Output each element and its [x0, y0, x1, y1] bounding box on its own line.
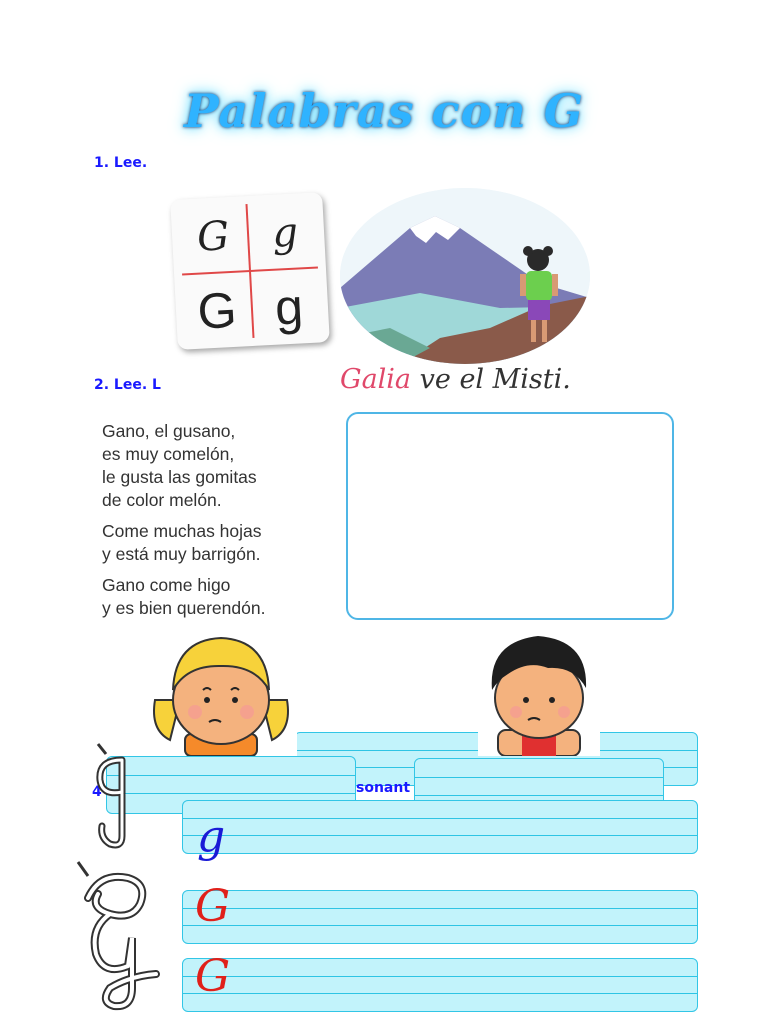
poem: [102, 420, 265, 628]
card-print-upper: G: [196, 281, 238, 340]
tracing-row[interactable]: [182, 881, 698, 944]
poem-stanza: [102, 520, 265, 566]
sentence-rest: ve el Misti.: [411, 364, 571, 395]
card-cursive-lower: g: [271, 209, 300, 257]
poem-line: Gano come higo: [102, 575, 231, 595]
tracing-row-letter: G: [195, 951, 231, 1002]
drawing-box[interactable]: [346, 412, 674, 620]
section-4-heading-number: 4: [92, 784, 102, 800]
tracing-row[interactable]: [182, 800, 698, 862]
poem-stanza: [102, 574, 265, 620]
tracing-row-letter: G: [195, 881, 231, 932]
card-print-lower: g: [273, 278, 305, 336]
uppercase-g-model: [70, 858, 170, 1018]
poem-line: y está muy barrigón.: [102, 544, 261, 564]
poem-stanza: [102, 420, 265, 512]
poem-line: Gano, el gusano,: [102, 421, 236, 441]
page-title: Palabras con G: [184, 84, 584, 138]
misti-illustration: [340, 188, 590, 364]
lowercase-g-model: [88, 740, 146, 850]
section-2-heading: 2. Lee. L: [94, 377, 161, 393]
pencil-stroke-icon: [88, 740, 146, 850]
card-cursive-upper: G: [195, 213, 231, 261]
girl-avatar: [145, 630, 297, 756]
pencil-stroke-icon: [70, 858, 170, 1018]
mountain-icon: [340, 188, 590, 364]
tracing-row-letter: g: [197, 811, 226, 862]
section-4-heading-fragment: sonant: [356, 780, 411, 796]
poem-line: Come muchas hojas: [102, 521, 262, 541]
sentence-name: Galia: [340, 364, 412, 395]
section-1-heading: 1. Lee.: [94, 155, 148, 171]
tracing-row[interactable]: [182, 951, 698, 1012]
poem-line: es muy comelón,: [102, 444, 235, 464]
boy-avatar: [478, 630, 600, 756]
girl-face-icon: [145, 630, 297, 756]
sentence: [340, 364, 571, 395]
poem-line: y es bien querendón.: [102, 598, 266, 618]
letter-card: [170, 192, 330, 350]
poem-line: le gusta las gomitas: [102, 467, 257, 487]
boy-face-icon: [478, 630, 600, 756]
poem-line: de color melón.: [102, 490, 222, 510]
